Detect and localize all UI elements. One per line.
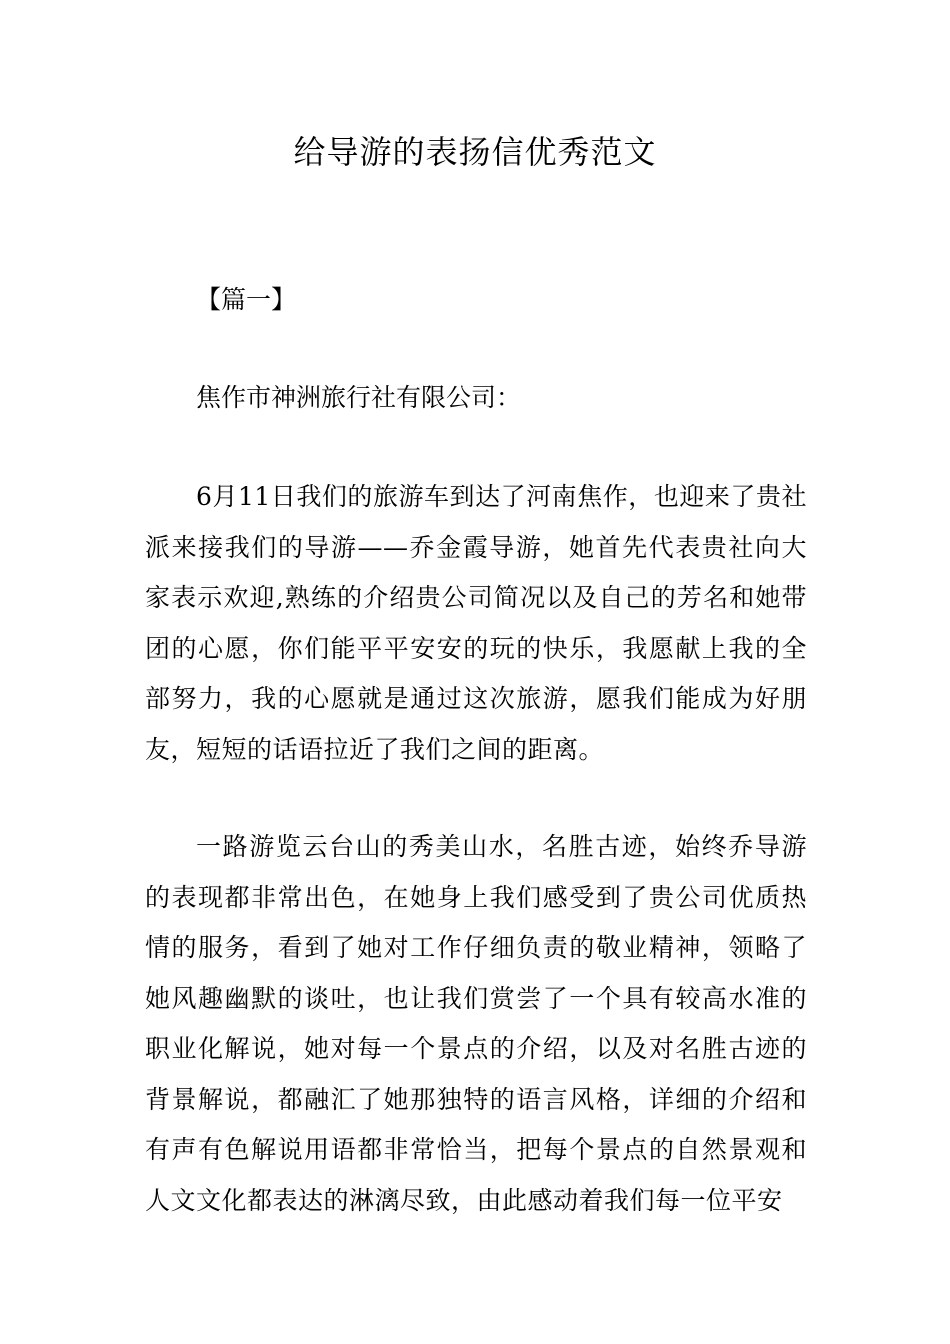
document-title: 给导游的表扬信优秀范文 — [293, 133, 657, 171]
section-label: 【篇一】 — [196, 285, 297, 314]
salutation: 焦作市神洲旅行社有限公司： — [196, 383, 522, 412]
paragraph-1: 6月11日我们的旅游车到达了河南焦作，也迎来了贵社派来接我们的导游——乔金霞导游，她首先代表贵社向大家表示欢迎,熟练的介绍贵公司简况以及自己的芳名和她带团的心愿，你们能平平安安的玩的快乐，我愿献上我的全部努力，我的心愿就是通过这次旅游，愿我们能成为好朋友，短短的话语拉近了我们之间的距离。 — [145, 482, 807, 764]
paragraph-2: 一路游览云台山的秀美山水，名胜古迹，始终乔导游的表现都非常出色，在她身上我们感受到了贵公司优质热情的服务，看到了她对工作仔细负责的敬业精神，领略了她风趣幽默的谈吐，也让我们赏尝了一个具有较高水准的职业化解说，她对每一个景点的介绍，以及对名胜古迹的背景解说，都融汇了她那独特的语言风格，详细的介绍和有声有色解说用语都非常恰当，把每个景点的自然景观和人文文化都表达的淋漓尽致，由此感动着我们每一位平安 — [145, 832, 807, 1215]
